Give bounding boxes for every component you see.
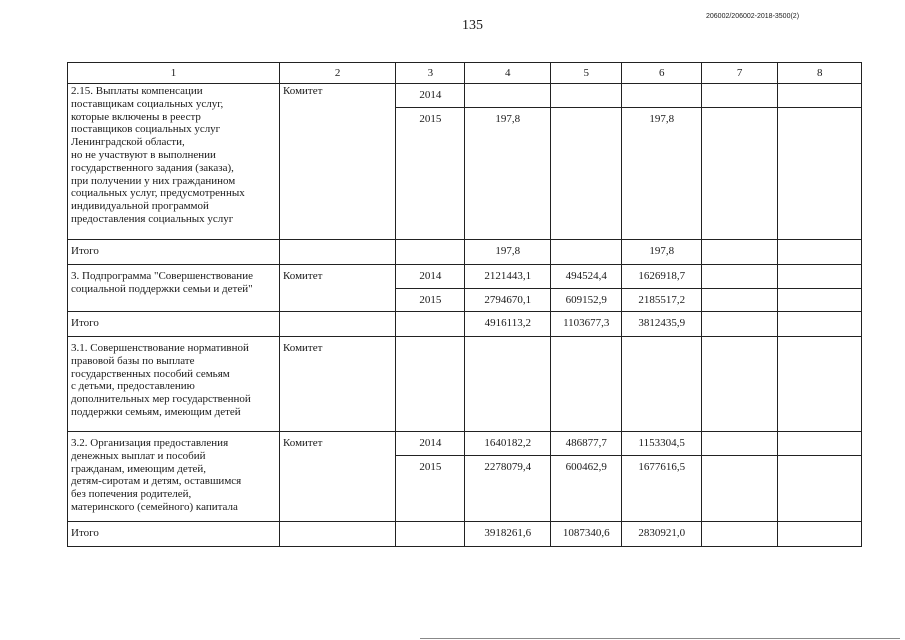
total-value bbox=[778, 240, 862, 265]
total-label: Итого bbox=[68, 522, 280, 547]
total-row bbox=[68, 312, 862, 337]
column-header-row bbox=[68, 63, 862, 84]
value-cell: 494524,4 bbox=[551, 265, 622, 289]
year-cell: 2014 bbox=[396, 432, 465, 456]
value-cell bbox=[701, 84, 777, 108]
total-value: 3812435,9 bbox=[622, 312, 702, 337]
table-row bbox=[68, 337, 862, 432]
column-header: 4 bbox=[465, 63, 551, 84]
empty-cell bbox=[551, 337, 622, 432]
total-value bbox=[701, 312, 777, 337]
value-cell bbox=[701, 265, 777, 289]
value-cell: 197,8 bbox=[622, 108, 702, 240]
value-cell bbox=[701, 289, 777, 312]
value-cell bbox=[551, 84, 622, 108]
empty-cell bbox=[622, 337, 702, 432]
value-cell bbox=[778, 265, 862, 289]
total-value: 1103677,3 bbox=[551, 312, 622, 337]
value-cell bbox=[778, 108, 862, 240]
table-row bbox=[68, 265, 862, 289]
executor-cell: Комитет bbox=[280, 84, 396, 240]
value-cell bbox=[778, 456, 862, 522]
column-header: 5 bbox=[551, 63, 622, 84]
budget-table bbox=[67, 62, 862, 547]
total-value: 3918261,6 bbox=[465, 522, 551, 547]
total-value: 197,8 bbox=[622, 240, 702, 265]
empty-cell bbox=[280, 522, 396, 547]
value-cell: 2121443,1 bbox=[465, 265, 551, 289]
value-cell: 609152,9 bbox=[551, 289, 622, 312]
total-label: Итого bbox=[68, 312, 280, 337]
value-cell bbox=[622, 84, 702, 108]
column-header: 8 bbox=[778, 63, 862, 84]
total-row bbox=[68, 240, 862, 265]
year-cell: 2015 bbox=[396, 289, 465, 312]
empty-cell bbox=[396, 522, 465, 547]
empty-cell bbox=[778, 337, 862, 432]
executor-cell: Комитет bbox=[280, 337, 396, 432]
year-cell: 2015 bbox=[396, 456, 465, 522]
column-header: 1 bbox=[68, 63, 280, 84]
program-item-name: 3.1. Совершенствование нормативной правовой базы по выплате государственных пособий семьям с детьми, предоставлению дополнительных мер государственной поддержки семьям, имеющим детей bbox=[68, 337, 280, 432]
total-value: 2830921,0 bbox=[622, 522, 702, 547]
value-cell: 1677616,5 bbox=[622, 456, 702, 522]
value-cell: 197,8 bbox=[465, 108, 551, 240]
total-value bbox=[701, 522, 777, 547]
value-cell bbox=[465, 84, 551, 108]
empty-cell bbox=[465, 337, 551, 432]
value-cell bbox=[701, 108, 777, 240]
column-header: 7 bbox=[701, 63, 777, 84]
total-value bbox=[551, 240, 622, 265]
total-value: 197,8 bbox=[465, 240, 551, 265]
column-header: 3 bbox=[396, 63, 465, 84]
value-cell bbox=[551, 108, 622, 240]
column-header: 2 bbox=[280, 63, 396, 84]
total-row bbox=[68, 522, 862, 547]
value-cell bbox=[701, 456, 777, 522]
table-row bbox=[68, 432, 862, 456]
value-cell bbox=[778, 289, 862, 312]
total-value bbox=[778, 312, 862, 337]
value-cell bbox=[778, 432, 862, 456]
document-code: 206002/206002-2018-3500(2) bbox=[706, 13, 800, 20]
value-cell: 2278079,4 bbox=[465, 456, 551, 522]
total-label: Итого bbox=[68, 240, 280, 265]
value-cell bbox=[701, 432, 777, 456]
year-cell: 2015 bbox=[396, 108, 465, 240]
value-cell: 1626918,7 bbox=[622, 265, 702, 289]
year-cell: 2014 bbox=[396, 265, 465, 289]
empty-cell bbox=[396, 240, 465, 265]
value-cell: 2794670,1 bbox=[465, 289, 551, 312]
value-cell: 486877,7 bbox=[551, 432, 622, 456]
empty-cell bbox=[396, 337, 465, 432]
column-header: 6 bbox=[622, 63, 702, 84]
empty-cell bbox=[280, 312, 396, 337]
value-cell: 1153304,5 bbox=[622, 432, 702, 456]
value-cell: 600462,9 bbox=[551, 456, 622, 522]
program-item-name: 2.15. Выплаты компенсации поставщикам социальных услуг, которые включены в реестр поставщиков социальных услуг Ленинградской области, но не участвуют в выполнении государственного задания (заказа), при получении у них гражданином социальных услуг, предусмотренных индивидуальной программой предоставления социальных услуг bbox=[68, 84, 280, 240]
page-number: 135 bbox=[462, 18, 483, 33]
total-value bbox=[778, 522, 862, 547]
value-cell: 2185517,2 bbox=[622, 289, 702, 312]
empty-cell bbox=[396, 312, 465, 337]
year-cell: 2014 bbox=[396, 84, 465, 108]
total-value: 4916113,2 bbox=[465, 312, 551, 337]
empty-cell bbox=[280, 240, 396, 265]
total-value: 1087340,6 bbox=[551, 522, 622, 547]
executor-cell: Комитет bbox=[280, 432, 396, 522]
value-cell bbox=[778, 84, 862, 108]
total-value bbox=[701, 240, 777, 265]
program-item-name: 3.2. Организация предоставления денежных выплат и пособий гражданам, имеющим детей, детям-сиротам и детям, оставшимся без попечения родителей, материнского (семейного) капитала bbox=[68, 432, 280, 522]
program-item-name: 3. Подпрограмма "Совершенствование социальной поддержки семьи и детей" bbox=[68, 265, 280, 312]
value-cell: 1640182,2 bbox=[465, 432, 551, 456]
scan-edge-line bbox=[420, 638, 900, 639]
empty-cell bbox=[701, 337, 777, 432]
executor-cell: Комитет bbox=[280, 265, 396, 312]
table-row bbox=[68, 84, 862, 108]
